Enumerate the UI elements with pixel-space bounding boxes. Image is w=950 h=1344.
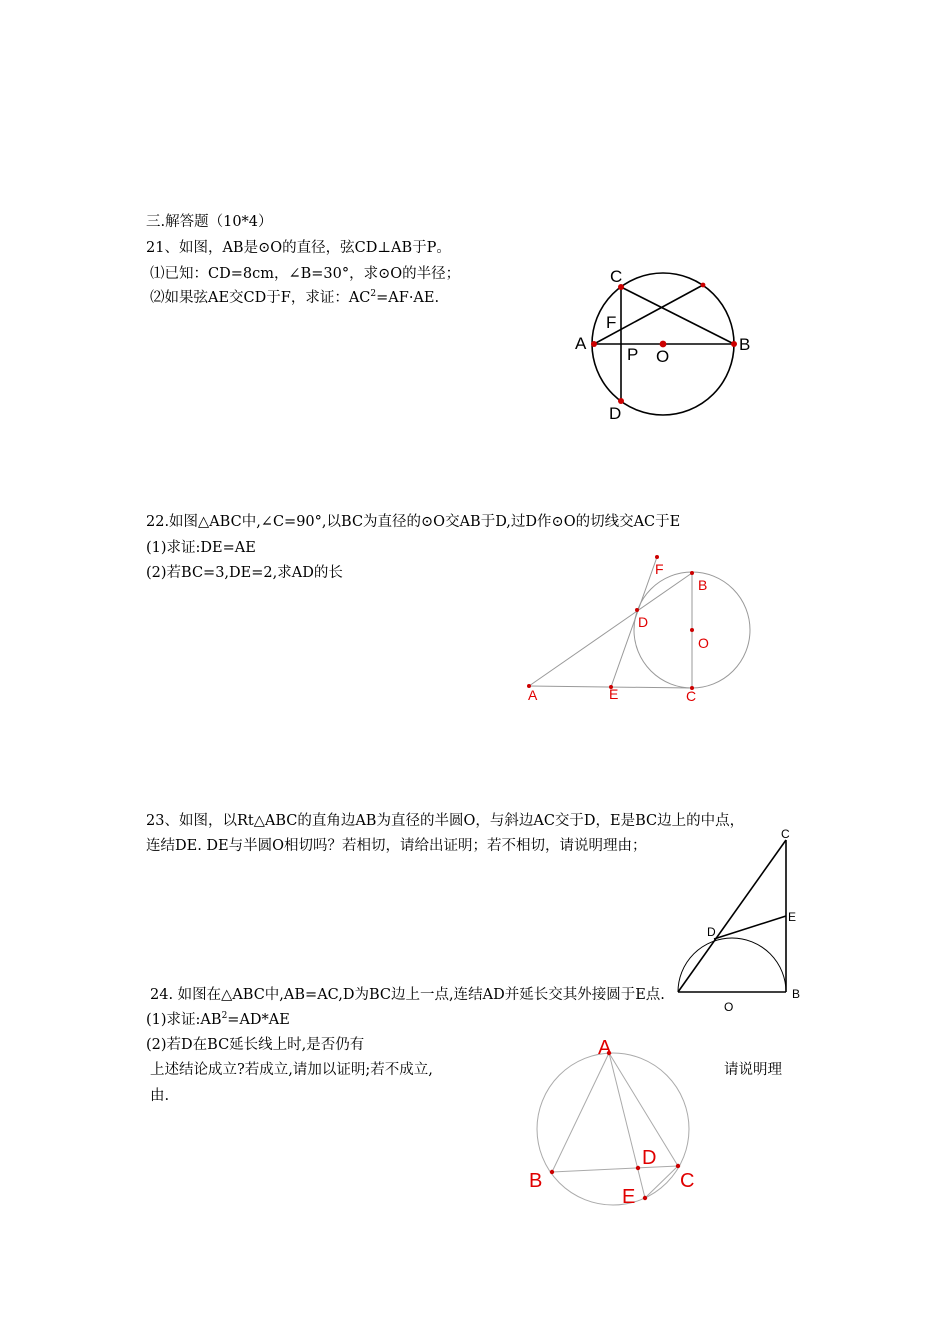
q24-point-b [550,1170,554,1174]
q23-figure [665,820,815,1020]
q21-stem: 21、如图，AB是⊙O的直径，弦CD⊥AB于P。 [146,240,451,256]
q24-part2-line2: 上述结论成立?若成立,请加以证明;若不成立, [150,1062,433,1078]
q24-part2-line3: 由. [150,1088,170,1104]
q22-part1: (1)求证:DE=AE [146,540,256,556]
q21-point-b [731,341,737,347]
q21-point-a [591,341,597,347]
q24-stem: 24. 如图在△ABC中,AB=AC,D为BC边上一点,连结AD并延长交其外接圆于E点. [150,987,665,1003]
q21-part2-sup: 2 [370,289,377,300]
q21-label-o: O [656,347,670,366]
q24-label-a: A [598,1037,612,1059]
q22-label-a: A [528,687,538,703]
q24-segment-ae [609,1053,645,1198]
q23-label-c: C [781,827,790,841]
q24-figure [520,1030,710,1215]
q22-label-o: O [698,635,709,651]
q24-circumcircle [537,1053,689,1205]
q24-part1-post: =AD*AE [227,1012,290,1028]
q22-figure [520,550,760,710]
q24-segment-ce [645,1166,678,1198]
q22-point-b [690,571,694,575]
q22-tangent-ef [611,557,657,687]
q24-point-e [643,1196,647,1200]
q22-part2: (2)若BC=3,DE=2,求AD的长 [146,565,343,581]
q21-label-d: D [609,404,622,423]
q22-label-b: B [698,577,708,593]
q21-label-f: F [606,313,617,332]
q23-label-d: D [707,925,716,939]
q21-label-c: C [610,267,623,286]
q21-label-p: P [627,345,639,364]
q23-label-e: E [788,910,797,924]
section-title: 三.解答题（10*4） [146,214,273,230]
q22-point-d [635,608,639,612]
q21-segment-cb [621,287,734,344]
q24-part1-pre: (1)求证:AB [146,1012,222,1028]
q22-point-f [655,555,659,559]
q24-part1-sup: 2 [221,1011,228,1022]
q21-label-b: B [739,335,751,354]
q22-label-e: E [609,686,619,702]
q24-segment-bc [552,1166,678,1172]
q24-point-d [636,1166,640,1170]
q22-label-d: D [638,614,649,630]
q22-label-f: F [655,561,664,577]
q24-label-d: D [642,1147,657,1169]
q24-segment-ab [552,1053,609,1172]
q24-label-b: B [529,1170,543,1192]
q21-part1: ⑴已知：CD=8cm，∠B=30°，求⊙O的半径； [150,266,461,282]
q23-label-b: B [792,987,801,1001]
q21-part2 [150,288,439,308]
q23-line1: 23、如图，以Rt△ABC的直角边AB为直径的半圆O，与斜边AC交于D，E是BC边上的中点， [146,813,745,829]
q22-point-o [690,628,694,632]
q21-part2-pre: ⑵如果弦AE交CD于F，求证：AC [150,290,371,306]
q24-label-c: C [680,1170,695,1192]
q24-label-e: E [622,1186,636,1208]
q24-part2-line2-tail: 请说明理 [724,1062,782,1078]
q24-part2-line1: (2)若D在BC延长线上时,是否仍有 [146,1037,365,1053]
q23-line2: 连结DE. DE与半圆O相切吗？若相切，请给出证明；若不相切，请说明理由； [146,838,647,854]
q23-segment-ac [678,840,786,992]
q23-semicircle-o [678,938,786,992]
q21-figure [560,255,780,435]
q21-part2-post: =AF·AE. [376,290,440,306]
q22-segment-ab [529,573,692,686]
q24-point-c [676,1164,680,1168]
q21-point-e [701,283,706,288]
q24-part1 [146,1010,290,1030]
q23-label-o: O [724,1000,734,1014]
q21-label-a: A [575,334,587,353]
q22-label-c: C [686,688,697,704]
q22-stem: 22.如图△ABC中,∠C=90°,以BC为直径的⊙O交AB于D,过D作⊙O的切线交AC于E [146,514,681,530]
